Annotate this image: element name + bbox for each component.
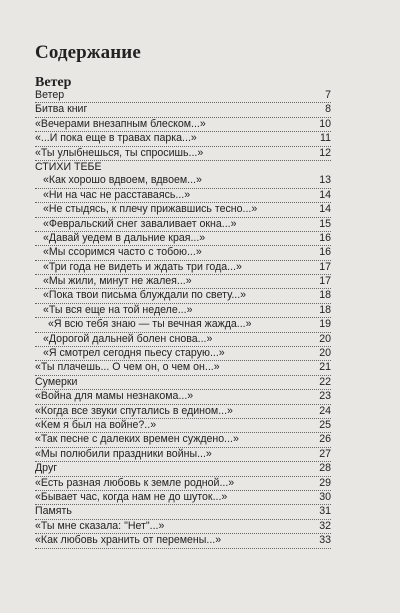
- toc-entry-title: «Пока твои письма блуждали по свету...»: [43, 289, 247, 302]
- toc-entry-page-number: 11: [320, 132, 331, 145]
- toc-entry: [35, 103, 331, 117]
- toc-entry-page-number: 17: [319, 275, 331, 288]
- toc-entry: [35, 304, 331, 318]
- toc-entry-title: «Ты вся еще на той неделе...»: [43, 303, 193, 316]
- toc-entry: [35, 491, 331, 505]
- toc-entry-title: СТИХИ ТЕБЕ: [35, 160, 102, 173]
- toc-entry-title: Битва книг: [35, 103, 88, 116]
- toc-entry-page-number: 20: [319, 347, 331, 360]
- toc-entry-title: «Так песне с далеких времен суждено...»: [35, 433, 239, 446]
- toc-entry-page-number: 16: [319, 231, 331, 244]
- toc-entry: [35, 333, 331, 347]
- toc-entry-title: «Ты плачешь... О чем он, о чем он...»: [35, 361, 220, 374]
- toc-entry-page-number: 24: [319, 404, 331, 417]
- toc-entry: [35, 361, 331, 375]
- section-heading: Ветер: [35, 75, 72, 90]
- toc-entry-page-number: 28: [319, 462, 331, 475]
- toc-entry-title: «Не стыдясь, к плечу прижавшись тесно...»: [43, 203, 258, 216]
- toc-entry: [35, 147, 331, 161]
- toc-entry-page-number: 26: [319, 433, 331, 446]
- toc-entry-title: «Мы полюбили праздники войны...»: [35, 447, 212, 460]
- toc-entry: [35, 132, 331, 146]
- toc-entry-page-number: 19: [319, 318, 331, 331]
- toc-entry: [35, 462, 331, 476]
- toc-entry: [35, 289, 331, 303]
- toc-entry: [35, 448, 331, 462]
- toc-entry-page-number: 18: [319, 303, 331, 316]
- page-title: Содержание: [35, 42, 141, 63]
- toc-entry-page-number: 32: [319, 519, 331, 532]
- toc-entry-page-number: 8: [325, 103, 331, 116]
- toc-entry-title: Ветер: [35, 89, 65, 101]
- toc-entry: [35, 246, 331, 260]
- toc-entry-page-number: 14: [319, 203, 331, 216]
- toc-entry-title: «...И пока еще в травах парка...»: [35, 132, 197, 145]
- toc-entry-title: «Бывает час, когда нам не до шуток...»: [35, 490, 228, 503]
- toc-entry-title: «Когда все звуки спутались в едином...»: [35, 404, 233, 417]
- toc-entry-title: «Февральский снег заваливает окна...»: [43, 217, 237, 230]
- toc-entry: [35, 347, 331, 361]
- toc-entry-title: «Война для мамы незнакома...»: [35, 390, 194, 403]
- toc-entry: [35, 161, 331, 174]
- toc-entry: [35, 174, 331, 188]
- toc-entry-page-number: 16: [319, 246, 331, 259]
- toc-entry-page-number: 31: [319, 505, 331, 518]
- toc-entry: [35, 203, 331, 217]
- toc-entry-page-number: 27: [319, 447, 331, 460]
- toc-entry: [35, 477, 331, 491]
- toc-entry: [35, 218, 331, 232]
- toc-entry-title: «Кем я был на войне?..»: [35, 418, 157, 431]
- toc-entry: [35, 405, 331, 419]
- toc-entry-title: «Как хорошо вдвоем, вдвоем...»: [43, 174, 202, 187]
- toc-entry-title: «Есть разная любовь к земле родной...»: [35, 476, 235, 489]
- table-of-contents: [35, 89, 331, 549]
- toc-entry-page-number: 18: [319, 289, 331, 302]
- toc-entry-title: «Я смотрел сегодня пьесу старую...»: [43, 347, 225, 360]
- toc-entry-title: «Я всю тебя знаю — ты вечная жажда...»: [48, 318, 252, 331]
- toc-entry: [35, 433, 331, 447]
- toc-entry-page-number: 22: [319, 375, 331, 388]
- toc-entry-page-number: 33: [319, 534, 331, 547]
- toc-entry-title: «Дорогой дальней болен снова...»: [43, 332, 213, 345]
- toc-entry-title: «Мы ссоримся часто с тобою...»: [43, 246, 202, 259]
- toc-entry-page-number: 23: [319, 390, 331, 403]
- toc-entry-page-number: 7: [325, 89, 331, 101]
- toc-entry-page-number: 30: [319, 490, 331, 503]
- toc-entry-title: Память: [35, 505, 72, 518]
- toc-entry-page-number: 20: [319, 332, 331, 345]
- toc-entry-title: «Ни на час не расставаясь...»: [43, 188, 191, 201]
- toc-entry-title: «Три года не видеть и ждать три года...»: [43, 260, 242, 273]
- toc-entry: [35, 520, 331, 534]
- toc-entry-page-number: 10: [319, 117, 331, 130]
- toc-entry-title: «Давай уедем в дальние края...»: [43, 231, 206, 244]
- toc-entry: [35, 261, 331, 275]
- toc-entry-title: Друг: [35, 462, 58, 475]
- toc-entry: [35, 419, 331, 433]
- toc-entry-page-number: 17: [319, 260, 331, 273]
- toc-entry: [35, 275, 331, 289]
- toc-entry: [35, 534, 331, 548]
- toc-entry-title: Сумерки: [35, 375, 78, 388]
- toc-entry-page-number: 12: [319, 146, 331, 159]
- toc-entry-page-number: 14: [319, 188, 331, 201]
- toc-entry: [35, 189, 331, 203]
- toc-entry: [35, 318, 331, 332]
- toc-entry-title: «Мы жили, минут не жалея...»: [43, 275, 192, 288]
- toc-entry-title: «Ты улыбнешься, ты спросишь...»: [35, 146, 204, 159]
- toc-entry: [35, 89, 331, 103]
- toc-entry-title: «Ты мне сказала: "Нет"...»: [35, 519, 165, 532]
- toc-entry-page-number: 15: [319, 217, 331, 230]
- toc-entry-title: «Вечерами внезапным блеском...»: [35, 117, 206, 130]
- toc-entry: [35, 376, 331, 390]
- toc-entry: [35, 505, 331, 519]
- toc-entry: [35, 232, 331, 246]
- toc-entry: [35, 390, 331, 404]
- toc-entry-page-number: 29: [319, 476, 331, 489]
- toc-entry-page-number: 25: [319, 418, 331, 431]
- toc-entry-page-number: 13: [319, 174, 331, 187]
- toc-entry: [35, 118, 331, 132]
- toc-entry-title: «Как любовь хранить от перемены...»: [35, 534, 222, 547]
- toc-entry-page-number: 21: [319, 361, 331, 374]
